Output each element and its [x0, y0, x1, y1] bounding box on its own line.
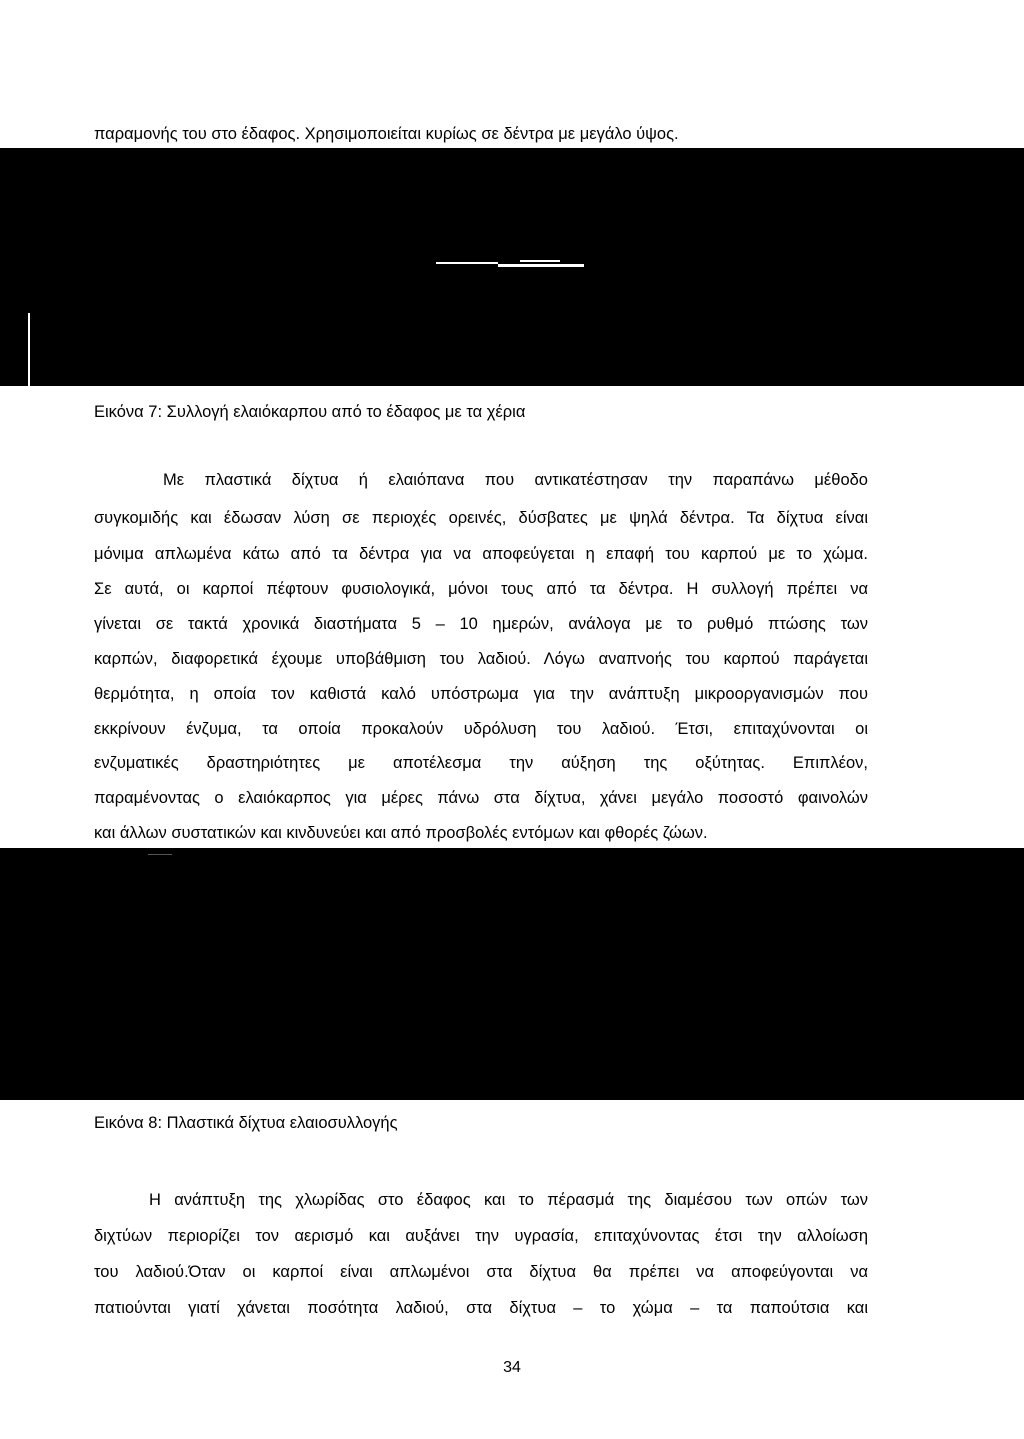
paragraph-line: εκκρίνουν ένζυμα, τα οποία προκαλούν υδρόλυση του λαδιού. Έτσι, επιταχύνονται οι	[94, 720, 868, 738]
paragraph-line: Η ανάπτυξη της χλωρίδας στο έδαφος και το πέρασμά της διαμέσου των οπών των	[149, 1191, 868, 1209]
figure-8-caption: Εικόνα 8: Πλαστικά δίχτυα ελαιοσυλλογής	[94, 1114, 398, 1132]
paragraph-line: καρπών, διαφορετικά έχουμε υποβάθμιση του λαδιού. Λόγω αναπνοής του καρπού παράγεται	[94, 650, 868, 668]
paragraph-line: παραμένοντας ο ελαιόκαρπος για μέρες πάνω στα δίχτυα, χάνει μεγάλο ποσοστό φαινολών	[94, 789, 868, 807]
paragraph-line: διχτύων περιορίζει τον αερισμό και αυξάνει την υγρασία, επιταχύνοντας έτσι την αλλοίωση	[94, 1227, 868, 1245]
figure-7-caption: Εικόνα 7: Συλλογή ελαιόκαρπου από το έδαφος με τα χέρια	[94, 403, 526, 421]
figure-7-photo	[0, 148, 1024, 386]
paragraph-line: θερμότητα, η οποία τον καθιστά καλό υπόστρωμα για την ανάπτυξη μικροοργανισμών που	[94, 685, 868, 703]
continuation-text: παραμονής του στο έδαφος. Χρησιμοποιείται κυρίως σε δέντρα με μεγάλο ύψος.	[94, 125, 679, 143]
paragraph-line: Σε αυτά, οι καρποί πέφτουν φυσιολογικά, μόνοι τους από τα δέντρα. Η συλλογή πρέπει να	[94, 580, 868, 598]
paragraph-line: μόνιμα απλωμένα κάτω από τα δέντρα για να αποφεύγεται η επαφή του καρπού με το χώμα.	[94, 545, 868, 563]
figure-8-photo	[0, 848, 1024, 1100]
page-number: 34	[503, 1359, 521, 1376]
paragraph-line: γίνεται σε τακτά χρονικά διαστήματα 5 – 10 ημερών, ανάλογα με το ρυθμό πτώσης των	[94, 615, 868, 633]
paragraph-line: και άλλων συστατικών και κινδυνεύει και από προσβολές εντόμων και φθορές ζώων.	[94, 824, 708, 842]
paragraph-line: πατιούνται γιατί χάνεται ποσότητα λαδιού, στα δίχτυα – το χώμα – τα παπούτσια και	[94, 1299, 868, 1317]
paragraph-line: συγκομιδής και έδωσαν λύση σε περιοχές ορεινές, δύσβατες με ψηλά δέντρα. Τα δίχτυα είναι	[94, 509, 868, 527]
paragraph-line: Με πλαστικά δίχτυα ή ελαιόπανα που αντικατέστησαν την παραπάνω μέθοδο	[163, 471, 868, 489]
paragraph-line: ενζυματικές δραστηριότητες με αποτέλεσμα την αύξηση της οξύτητας. Επιπλέον,	[94, 754, 868, 772]
paragraph-line: του λαδιού.Όταν οι καρποί είναι απλωμένοι στα δίχτυα θα πρέπει να αποφεύγονται να	[94, 1263, 868, 1281]
